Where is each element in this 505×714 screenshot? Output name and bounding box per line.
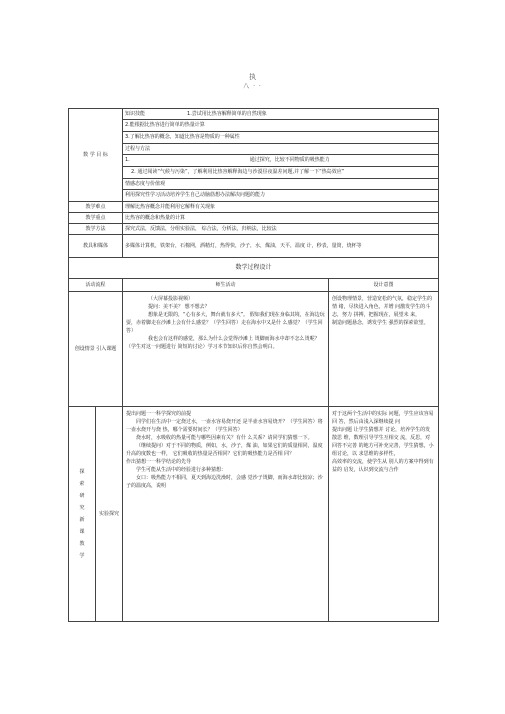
explore-char: 研 [79, 493, 85, 499]
explore-p: 学生可能从生活中的经验进行多种猜想： [136, 467, 227, 473]
method-label: 教学方法 [69, 224, 123, 235]
explore-char: 学 [79, 553, 85, 559]
explore-char: 探 [79, 469, 85, 475]
process-title: 过程与方法 [125, 146, 151, 152]
intro-p: 我也会有这样的感觉，那么为什么会觉得沙滩上 烫脚而海水中却不怎么烫呢？（学生对这一问题进行 简短的讨论）学习本节知识后你自然会明白。 [126, 336, 320, 350]
explore-sub-label: 实验探究 [99, 511, 120, 517]
explore-char: 究 [79, 505, 85, 511]
header-subtitle: 八 · · [243, 83, 262, 90]
knowledge-item: 1.尝试用比热容解释简单的自然现象 [187, 111, 267, 117]
knowledge-title: 知识技能 [125, 111, 146, 117]
lesson-plan-table [68, 108, 439, 622]
design-title: 数学过程设计 [69, 258, 439, 279]
explore-char: 新 [79, 517, 85, 523]
attitude-cell [123, 179, 439, 202]
explore-intent-p: 高效率的交流，使学生从 别人的方案中得到有益的 启发，认识到交流与合作 [332, 459, 434, 473]
explore-p: （继续提问）对于不同的物质，例如，水，沙子，煤 油，如果它们的质量相同，温度升高的度数也一样， 它们吸收的热量是否相同？它们的吸热能力是否相 同？ [126, 443, 323, 457]
intro-p: （大屏幕投影视频） [148, 296, 194, 302]
header-title: 执 [249, 73, 256, 81]
explore-char: 课 [79, 529, 85, 535]
focus-value: 比热容的概念和热量的计算 [123, 213, 439, 224]
explore-p: 烧水时，水吸收的热量可能与哪些因素有关？有什 么关系？请同学们猜想一下。 [136, 435, 313, 441]
intro-label: 创设情景 引入课题 [69, 292, 123, 407]
explore-label-cell [69, 407, 123, 622]
knowledge-row1 [125, 110, 436, 118]
explore-p: 女口：吸热能力不相同，夏天到海边洗澡时，会感 觉沙子烫脚，而海水却比较凉；沙子的温度高，说明 [126, 475, 323, 489]
intro-p: 提问：美不美？ 想不想去？ [148, 304, 210, 310]
explore-intent [329, 407, 439, 622]
explore-p: 同学们在生活中一定烧过水，一壶水容易烧开还 是半壶水容易烧开？（学生回答）将一壶水烧开与烧 热，哪个需要时间长？（学生回答） [126, 419, 323, 433]
intro-intent-p: 创设物理情景，营造宽松的气氛，稳定学生的情 绪，尽快进入角色，并增 问激发学生的斗志，努力 拼搏，把握现在，展望未 来， [332, 296, 433, 318]
intro-intent [329, 292, 439, 407]
process-1: 通过探究，比较不同物质的吸热能力 [249, 157, 330, 163]
col-flow: 活动流程 [69, 279, 123, 292]
process-1-num: 1. [125, 157, 130, 163]
explore-intent-p: 提出问题 让学生猜想并 讨论，培养学生的发散思 维，数理引导学生互相交 流，反思，对回答不完善 的地方可补充完善，学生猜想，小组讨论，以 求思维的多样性， [332, 427, 434, 457]
attitude: 利用探究性学习活动培养学生自己动脑筋想办法解决问题的能力 [123, 189, 438, 200]
col-teacher: 师生活动 [123, 279, 329, 292]
explore-char: 索 [79, 481, 85, 487]
attitude-title: 情感态度与价值观 [125, 181, 166, 187]
explore-activity [123, 407, 329, 622]
intro-p: 想象是无限的，“心有多大，舞台就有多大”。 假如我们现在身临其境，在海边玩耍，赤着脚走在沙滩上会有什么感觉？（学生回答）走在海水中又是什 么感觉？（学生回答） [126, 312, 325, 334]
process-row1 [123, 154, 438, 165]
intro-activity [123, 292, 329, 407]
explore-char: 教 [79, 541, 85, 547]
objectives-label: 数 学 目 标 [69, 109, 123, 202]
method-value: 探究式法，反馈法，分组实验法， 综合法，分析法，归纳法，比较法 [123, 224, 439, 235]
media-value: 多媒体计算机，铁架台，石棉网，酒精灯，热得快，沙子，水，煤油，天平，温度 计，秒表，量筒，烧杯等 [123, 235, 439, 258]
explore-label [69, 407, 96, 621]
media-label: 教具和媒体 [69, 235, 123, 258]
col-intent: 设计意图 [329, 279, 439, 292]
difficulty-label: 教学难点 [69, 202, 123, 213]
focus-label: 教学重点 [69, 213, 123, 224]
process-2: 2. 通过阅读“气候与污染”，了解利用比热容解释海边与沙漠昼夜温差问题,并了解一下“热岛效应” [123, 166, 438, 177]
knowledge-item: 3.了解比热容的概念，知道比热容是物质的一种属性 [123, 131, 438, 142]
explore-p: 作出猜想一一科学结论的先导 [126, 459, 192, 465]
intro-intent-p: 制造问题悬念，诱发学生 强烈的探索欲望。 [332, 320, 429, 326]
knowledge-cell [123, 109, 439, 144]
explore-p: 提出问题一一科学探究的前提 [126, 411, 192, 417]
explore-intent-p: 对于这两个生活中的实际 问题，学生应该容易回 答，然后由浅入深继续提 问 [332, 411, 434, 425]
process-cell [123, 144, 439, 179]
knowledge-item: 2.能根据比热容进行简单的热量计算 [123, 119, 438, 130]
difficulty-value: 理解比热容概念并能利用它解释有关现象 [123, 202, 439, 213]
